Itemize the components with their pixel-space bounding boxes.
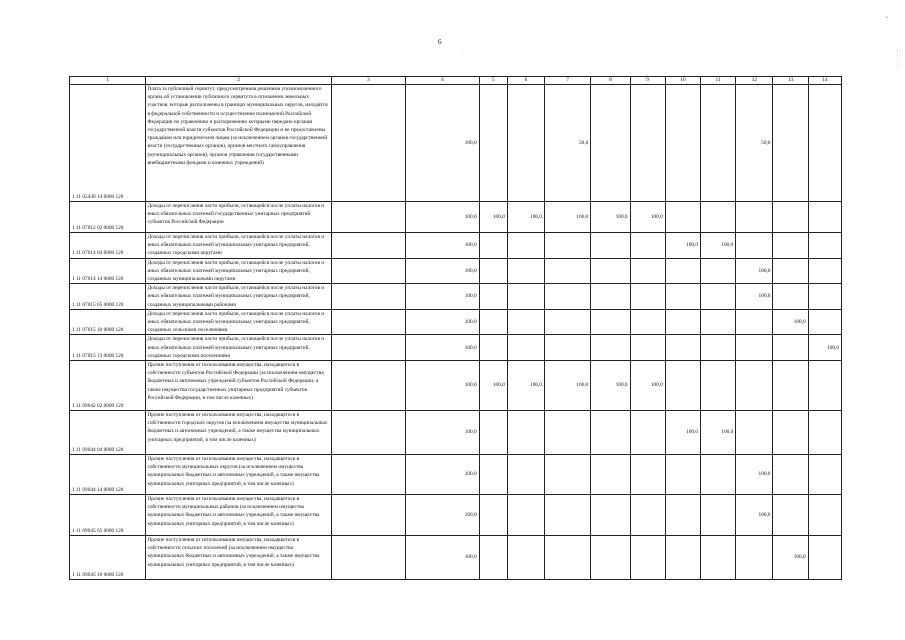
share-cell-col-12: 100,0	[736, 455, 773, 495]
share-cell-col-14	[808, 202, 841, 233]
share-cell-col-12	[736, 309, 773, 335]
share-cell-col-6	[507, 85, 544, 202]
share-cell-col-8	[591, 536, 630, 580]
table-row	[70, 233, 842, 259]
column-number-11: 11	[701, 77, 736, 85]
budget-classification-code: 1 11 09044 14 0000 120	[70, 455, 146, 495]
share-cell-col-4: 100,0	[406, 536, 479, 580]
share-cell-col-8: 100,0	[591, 202, 630, 233]
table-row	[70, 258, 842, 284]
share-cell-col-8	[591, 411, 630, 455]
share-cell-col-13	[773, 284, 808, 310]
revenue-name: Доходы от перечисления части прибыли, остающейся после уплаты налогов и иных обязательных платежей муниципальных унитарных предприятий, созданных муниципальными районами	[146, 284, 331, 310]
share-cell-col-7	[545, 411, 591, 455]
column-number-4: 4	[406, 77, 479, 85]
share-cell-col-7	[545, 233, 591, 259]
share-cell-col-9	[630, 495, 665, 536]
share-cell-col-5	[479, 309, 507, 335]
share-cell-col-7	[545, 335, 591, 361]
column-number-13: 13	[773, 77, 808, 85]
share-cell-col-4: 100,0	[406, 361, 479, 411]
share-cell-col-5: 100,0	[479, 361, 507, 411]
column-number-12: 12	[736, 77, 773, 85]
budget-classification-code: 1 11 09044 04 0000 120	[70, 411, 146, 455]
share-cell-col-13	[773, 202, 808, 233]
budget-classification-code: 1 11 09045 05 0000 120	[70, 495, 146, 536]
share-cell-col-7	[545, 536, 591, 580]
share-cell-col-6: 100,0	[507, 202, 544, 233]
share-cell-col-12	[736, 411, 773, 455]
share-cell-col-6	[507, 233, 544, 259]
share-cell-col-3	[331, 258, 405, 284]
share-cell-col-13	[773, 411, 808, 455]
share-cell-col-9	[630, 335, 665, 361]
share-cell-col-9	[630, 536, 665, 580]
share-cell-col-3	[331, 202, 405, 233]
share-cell-col-11	[701, 536, 736, 580]
share-cell-col-3	[331, 411, 405, 455]
share-cell-col-11: 100,0	[701, 233, 736, 259]
share-cell-col-6	[507, 258, 544, 284]
budget-classification-code: 1 11 07014 14 0000 120	[70, 258, 146, 284]
share-cell-col-6	[507, 284, 544, 310]
revenue-name: Плата за публичный сервитут, предусмотренная решением уполномоченного органа об установлении публичного сервитута в отношении земельных участков, которые расположены в границах муниципальных округов, находятся в федеральной собственности и осуществление полномочий Российской Федерации по управлению и распоряжению которыми передано органам государственной власти субъектов Российской Федерации и не предоставлены гражданам или юридическим лицам (за исключением органов государственной власти (государственных органов), органов местного самоуправления (муниципальных органов), органов управления государственными внебюджетными фондами и казенных учреждений)	[146, 85, 331, 202]
share-cell-col-3	[331, 455, 405, 495]
share-cell-col-7	[545, 495, 591, 536]
share-cell-col-9	[630, 411, 665, 455]
share-cell-col-14	[808, 233, 841, 259]
share-cell-col-7	[545, 455, 591, 495]
share-cell-col-4: 100,0	[406, 284, 479, 310]
share-cell-col-5	[479, 258, 507, 284]
share-cell-col-6: 100,0	[507, 361, 544, 411]
share-cell-col-12: 50,0	[736, 85, 773, 202]
share-cell-col-14	[808, 361, 841, 411]
share-cell-col-3	[331, 495, 405, 536]
share-cell-col-4: 100,0	[406, 233, 479, 259]
column-number-3: 3	[331, 77, 405, 85]
share-cell-col-4: 100,0	[406, 455, 479, 495]
revenue-name: Доходы от перечисления части прибыли, остающейся после уплаты налогов и иных обязательных платежей муниципальных унитарных предприятий, созданных городскими поселениями	[146, 335, 331, 361]
column-number-row	[70, 77, 842, 85]
share-cell-col-8	[591, 284, 630, 310]
share-cell-col-12	[736, 335, 773, 361]
share-cell-col-4: 100,0	[406, 258, 479, 284]
share-cell-col-7	[545, 258, 591, 284]
share-cell-col-8	[591, 233, 630, 259]
share-cell-col-11	[701, 202, 736, 233]
share-cell-col-6	[507, 536, 544, 580]
share-cell-col-4: 100,0	[406, 202, 479, 233]
share-cell-col-9: 100,0	[630, 202, 665, 233]
share-cell-col-9	[630, 85, 665, 202]
share-cell-col-4: 100,0	[406, 495, 479, 536]
revenue-name: Доходы от перечисления части прибыли, остающейся после уплаты налогов и иных обязательных платежей муниципальных унитарных предприятий, созданных муниципальными округами	[146, 258, 331, 284]
share-cell-col-11: 100,0	[701, 411, 736, 455]
column-number-7: 7	[545, 77, 591, 85]
share-cell-col-4: 100,0	[406, 411, 479, 455]
share-cell-col-12: 100,0	[736, 495, 773, 536]
share-cell-col-5	[479, 536, 507, 580]
column-number-14: 14	[808, 77, 841, 85]
share-cell-col-11	[701, 284, 736, 310]
table-row	[70, 361, 842, 411]
share-cell-col-11	[701, 495, 736, 536]
revenue-name: Доходы от перечисления части прибыли, остающейся после уплаты налогов и иных обязательных платежей муниципальных унитарных предприятий, созданных городскими округами	[146, 233, 331, 259]
revenue-name: Прочие поступления от использования имущества, находящегося в собственности муниципальных районов (за исключением имущества муниципальных бюджетных и автономных учреждений, а также имущества муниципальных унитарных предприятий, в том числе казенных)	[146, 495, 331, 536]
revenue-name: Доходы от перечисления части прибыли, остающейся после уплаты налогов и иных обязательных платежей муниципальных унитарных предприятий, созданных сельскими поселениями	[146, 309, 331, 335]
share-cell-col-14	[808, 309, 841, 335]
table-row	[70, 202, 842, 233]
share-cell-col-10	[665, 258, 700, 284]
share-cell-col-9	[630, 455, 665, 495]
share-cell-col-10	[665, 361, 700, 411]
share-cell-col-5	[479, 335, 507, 361]
scan-speck: ·	[463, 52, 465, 57]
table-row	[70, 411, 842, 455]
budget-classification-code: 1 11 07014 04 0000 120	[70, 233, 146, 259]
share-cell-col-11	[701, 335, 736, 361]
share-cell-col-8	[591, 258, 630, 284]
revenue-name: Прочие поступления от использования имущества, находящегося в собственности сельских поселений (за исключением имущества муниципальных бюджетных и автономных учреждений, а также имущества муниципальных унитарных предприятий, в том числе казенных)	[146, 536, 331, 580]
share-cell-col-10	[665, 495, 700, 536]
share-cell-col-14	[808, 284, 841, 310]
share-cell-col-4: 100,0	[406, 309, 479, 335]
share-cell-col-5	[479, 495, 507, 536]
share-cell-col-13	[773, 361, 808, 411]
share-cell-col-10	[665, 284, 700, 310]
share-cell-col-6	[507, 335, 544, 361]
share-cell-col-10	[665, 85, 700, 202]
table-row	[70, 455, 842, 495]
share-cell-col-11	[701, 309, 736, 335]
share-cell-col-9	[630, 284, 665, 310]
column-number-8: 8	[591, 77, 630, 85]
table-row	[70, 335, 842, 361]
share-cell-col-11	[701, 258, 736, 284]
column-number-2: 2	[146, 77, 331, 85]
share-cell-col-3	[331, 361, 405, 411]
share-cell-col-9	[630, 233, 665, 259]
share-cell-col-13: 100,0	[773, 309, 808, 335]
share-cell-col-5	[479, 455, 507, 495]
share-cell-col-13	[773, 85, 808, 202]
table-row	[70, 495, 842, 536]
share-cell-col-5	[479, 233, 507, 259]
share-cell-col-7	[545, 309, 591, 335]
share-cell-col-5	[479, 411, 507, 455]
share-cell-col-14	[808, 411, 841, 455]
share-cell-col-10	[665, 335, 700, 361]
share-cell-col-14: 100,0	[808, 335, 841, 361]
share-cell-col-5	[479, 284, 507, 310]
budget-classification-code: 1 11 07012 02 0000 120	[70, 202, 146, 233]
share-cell-col-14	[808, 85, 841, 202]
share-cell-col-10	[665, 536, 700, 580]
share-cell-col-9: 100,0	[630, 361, 665, 411]
share-cell-col-11	[701, 455, 736, 495]
share-cell-col-10: 100,0	[665, 411, 700, 455]
share-cell-col-4: 100,0	[406, 85, 479, 202]
table-row	[70, 536, 842, 580]
share-cell-col-11	[701, 361, 736, 411]
share-cell-col-13	[773, 258, 808, 284]
share-cell-col-6	[507, 411, 544, 455]
share-cell-col-12: 100,0	[736, 284, 773, 310]
share-cell-col-8	[591, 495, 630, 536]
share-cell-col-12	[736, 233, 773, 259]
share-cell-col-6	[507, 495, 544, 536]
share-cell-col-3	[331, 335, 405, 361]
budget-classification-code: 1 11 05430 14 0000 120	[70, 85, 146, 202]
share-cell-col-12: 100,0	[736, 258, 773, 284]
budget-classification-code: 1 11 07015 05 0000 120	[70, 284, 146, 310]
revenue-name: Прочие поступления от использования имущества, находящегося в собственности субъектов Российской Федерации (за исключением имущества бюджетных и автономных учреждений субъектов Российской Федерации, а также имущества государственных унитарных предприятий субъектов Российской Федерации, в том числе казенных)	[146, 361, 331, 411]
column-number-5: 5	[479, 77, 507, 85]
share-cell-col-8	[591, 85, 630, 202]
share-cell-col-10	[665, 309, 700, 335]
share-cell-col-8	[591, 455, 630, 495]
share-cell-col-10	[665, 455, 700, 495]
margin-mark: · · · ·	[894, 50, 899, 68]
revenue-distribution-table	[69, 76, 842, 580]
column-number-6: 6	[507, 77, 544, 85]
share-cell-col-8	[591, 309, 630, 335]
budget-classification-code: 1 11 09042 02 0000 120	[70, 361, 146, 411]
share-cell-col-13	[773, 335, 808, 361]
share-cell-col-14	[808, 536, 841, 580]
share-cell-col-5	[479, 85, 507, 202]
share-cell-col-14	[808, 455, 841, 495]
share-cell-col-8	[591, 335, 630, 361]
budget-classification-code: 1 11 07015 13 0000 120	[70, 335, 146, 361]
share-cell-col-7: 100,0	[545, 361, 591, 411]
share-cell-col-5: 100,0	[479, 202, 507, 233]
share-cell-col-12	[736, 202, 773, 233]
share-cell-col-9	[630, 309, 665, 335]
share-cell-col-6	[507, 455, 544, 495]
column-number-9: 9	[630, 77, 665, 85]
share-cell-col-3	[331, 536, 405, 580]
column-number-1: 1	[70, 77, 146, 85]
share-cell-col-7: 100,0	[545, 202, 591, 233]
budget-classification-code: 1 11 09045 10 0000 120	[70, 536, 146, 580]
share-cell-col-13	[773, 233, 808, 259]
share-cell-col-13	[773, 495, 808, 536]
share-cell-col-12	[736, 536, 773, 580]
share-cell-col-9	[630, 258, 665, 284]
scan-speck: •	[886, 16, 888, 21]
share-cell-col-10: 100,0	[665, 233, 700, 259]
table-row	[70, 309, 842, 335]
share-cell-col-3	[331, 309, 405, 335]
page-number: 6	[438, 38, 442, 46]
share-cell-col-12	[736, 361, 773, 411]
table-row	[70, 284, 842, 310]
share-cell-col-7	[545, 284, 591, 310]
share-cell-col-3	[331, 85, 405, 202]
revenue-name: Прочие поступления от использования имущества, находящегося в собственности муниципальных округов (за исключением имущества муниципальных бюджетных и автономных учреждений, а также имущества муниципальных унитарных предприятий, в том числе казенных)	[146, 455, 331, 495]
share-cell-col-13	[773, 455, 808, 495]
revenue-name: Доходы от перечисления части прибыли, остающейся после уплаты налогов и иных обязательных платежей государственных унитарных предприятий субъектов Российской Федерации	[146, 202, 331, 233]
share-cell-col-14	[808, 495, 841, 536]
share-cell-col-11	[701, 85, 736, 202]
share-cell-col-3	[331, 233, 405, 259]
table-row	[70, 85, 842, 202]
budget-classification-code: 1 11 07015 10 0000 120	[70, 309, 146, 335]
column-number-10: 10	[665, 77, 700, 85]
share-cell-col-4: 100,0	[406, 335, 479, 361]
share-cell-col-7: 50,0	[545, 85, 591, 202]
share-cell-col-3	[331, 284, 405, 310]
share-cell-col-14	[808, 258, 841, 284]
revenue-name: Прочие поступления от использования имущества, находящегося в собственности городских округов (за исключением имущества муниципальных бюджетных и автономных учреждений, а также имущества муниципальных унитарных предприятий, в том числе казенных)	[146, 411, 331, 455]
share-cell-col-10	[665, 202, 700, 233]
share-cell-col-8: 100,0	[591, 361, 630, 411]
share-cell-col-6	[507, 309, 544, 335]
share-cell-col-13: 100,0	[773, 536, 808, 580]
